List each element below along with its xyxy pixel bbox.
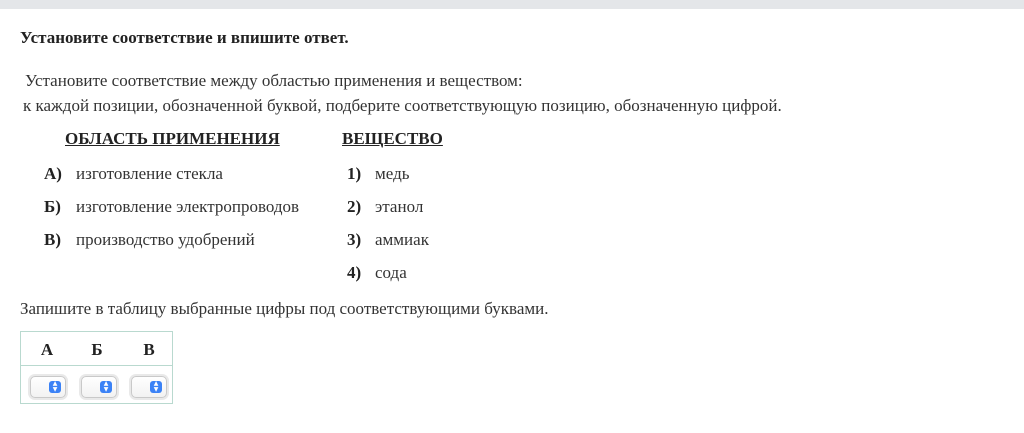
answer-header-v: В [143,340,155,359]
instruction: Запишите в таблицу выбранные цифры под соответствующими буквами. [20,299,549,318]
intro-line-1: Установите соответствие между областью применения и веществом: [25,71,523,90]
right-item-mark: 3) [347,230,362,249]
right-item-mark: 4) [347,263,362,282]
left-item-mark: Б) [44,197,61,216]
right-item-text: медь [375,164,410,183]
top-bar [0,0,1024,9]
right-item-mark: 2) [347,197,362,216]
left-column-header: ОБЛАСТЬ ПРИМЕНЕНИЯ [65,129,280,148]
right-item-text: аммиак [375,230,429,249]
answer-table [20,331,173,404]
chevron-updown-icon: ▲ ▼ [150,381,162,393]
right-item-mark: 1) [347,164,362,183]
chevron-updown-icon: ▲ ▼ [100,381,112,393]
right-column-header: ВЕЩЕСТВО [342,129,443,148]
chevron-updown-icon: ▲ ▼ [49,381,61,393]
answer-select-v[interactable] [131,376,167,398]
right-item-text: сода [375,263,407,282]
left-item-mark: В) [44,230,61,249]
left-item-mark: А) [44,164,62,183]
answer-select-b[interactable] [81,376,117,398]
left-item-text: производство удобрений [76,230,255,249]
answer-select-a[interactable] [30,376,66,398]
left-item-text: изготовление стекла [76,164,223,183]
left-item-text: изготовление электропроводов [76,197,300,216]
intro-line-2: к каждой позиции, обозначенной буквой, подберите соответствующую позицию, обозначенную цифрой. [23,96,782,115]
answer-header-a: А [40,340,54,359]
table-divider [21,365,172,366]
task-title: Установите соответствие и впишите ответ. [20,28,349,47]
right-item-text: этанол [375,197,424,216]
answer-header-b: Б [91,340,103,359]
